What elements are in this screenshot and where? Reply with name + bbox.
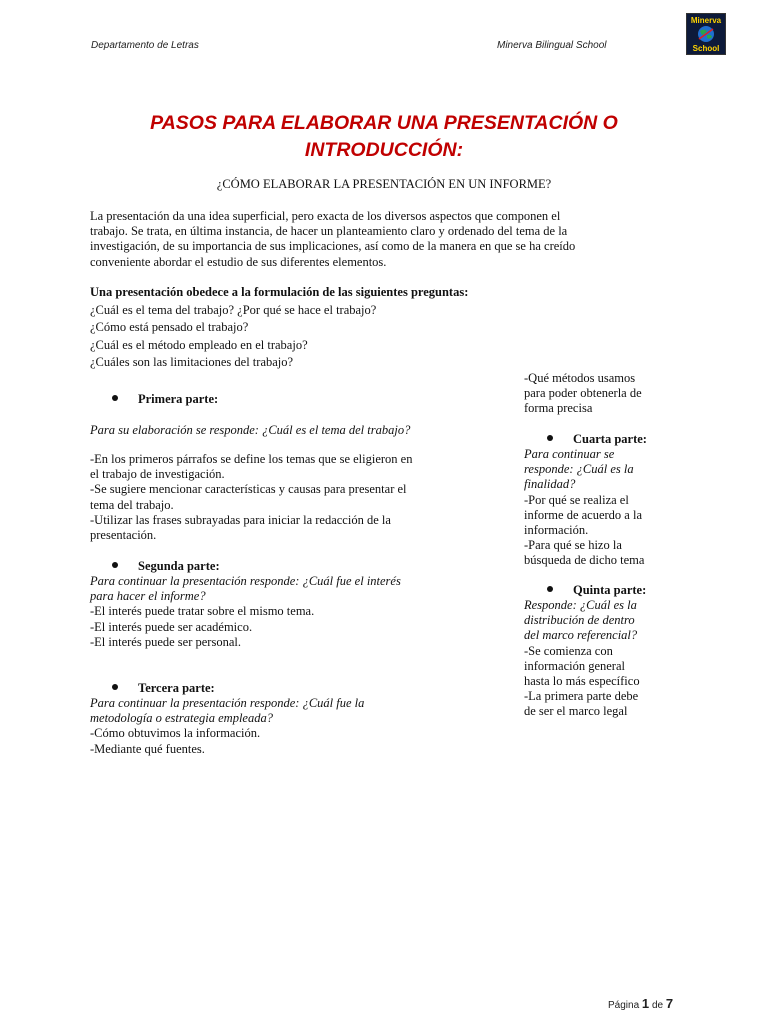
body-line: -El interés puede tratar sobre el mismo tema. — [90, 604, 315, 619]
body-line: -Se sugiere mencionar características y causas para presentar el — [90, 482, 407, 497]
total-pages: 7 — [665, 996, 674, 1011]
body-line: -Cómo obtuvimos la información. — [90, 726, 261, 741]
primera-parte-label: Primera parte: — [138, 392, 219, 406]
tercera-parte-heading — [112, 681, 215, 696]
body-line: para poder obtenerla de — [524, 386, 642, 401]
question-item: ¿Cuál es el tema del trabajo? ¿Por qué se hace el trabajo? — [90, 302, 377, 317]
bullet-icon — [547, 586, 553, 592]
segunda-parte-body — [90, 574, 401, 650]
intro-paragraph — [90, 209, 575, 270]
quinta-parte-heading — [547, 583, 646, 598]
cuarta-parte-label: Cuarta parte: — [573, 432, 647, 446]
body-line: -Por qué se realiza el — [524, 492, 629, 507]
questions-heading: Una presentación obedece a la formulación de las siguientes preguntas: — [90, 285, 469, 299]
body-line: presentación. — [90, 528, 157, 543]
logo-text-top: Minerva — [690, 16, 722, 25]
body-line: -El interés puede ser académico. — [90, 619, 253, 634]
primera-parte-prompt: Para su elaboración se responde: ¿Cuál es el tema del trabajo? — [90, 423, 411, 437]
primera-parte-heading — [112, 392, 218, 407]
prompt-line: finalidad? — [524, 477, 576, 492]
body-line: -Para qué se hizo la — [524, 538, 622, 553]
bullet-icon — [547, 435, 553, 441]
header-school: Minerva Bilingual School — [497, 40, 607, 51]
page-label: Página — [608, 1000, 640, 1011]
quinta-parte-body — [524, 598, 640, 720]
prompt-line: distribución de dentro — [524, 613, 635, 628]
question-item: ¿Cuál es el método empleado en el trabajo? — [90, 337, 308, 352]
prompt-line: Para continuar la presentación responde: ¿Cuál fue el interés — [90, 574, 401, 588]
prompt-line: Responde: ¿Cuál es la — [524, 598, 637, 612]
question-item: ¿Cuáles son las limitaciones del trabajo? — [90, 355, 294, 369]
body-line: -En los primeros párrafos se define los temas que se eligieron en — [90, 452, 413, 466]
tercera-parte-label: Tercera parte: — [138, 681, 215, 695]
cuarta-parte-heading — [547, 432, 647, 447]
prompt-line: del marco referencial? — [524, 628, 638, 643]
page-number — [608, 996, 673, 1011]
prompt-line: Para continuar la presentación responde: ¿Cuál fue la — [90, 696, 365, 710]
logo-text-bottom: School — [692, 44, 720, 53]
body-line: de ser el marco legal — [524, 704, 628, 719]
bullet-icon — [112, 562, 118, 568]
body-line: -Qué métodos usamos — [524, 371, 636, 385]
intro-line: investigación, de su importancia de sus implicaciones, así como de la manera en que se ha creído — [90, 239, 576, 254]
body-line: el trabajo de investigación. — [90, 467, 225, 482]
section-heading: ¿CÓMO ELABORAR LA PRESENTACIÓN EN UN INFORME? — [216, 177, 552, 191]
body-line: -Utilizar las frases subrayadas para iniciar la redacción de la — [90, 512, 391, 527]
body-line: búsqueda de dicho tema — [524, 553, 645, 568]
cuarta-parte-body — [524, 447, 644, 569]
current-page: 1 — [641, 996, 650, 1011]
title-line-1: PASOS PARA ELABORAR UNA PRESENTACIÓN O — [150, 112, 618, 134]
segunda-parte-label: Segunda parte: — [138, 559, 220, 573]
segunda-parte-heading — [112, 559, 220, 574]
title-line-2: INTRODUCCIÓN: — [304, 139, 464, 161]
intro-line: La presentación da una idea superficial, pero exacta de los diversos aspectos que componen el — [90, 209, 561, 223]
body-line: informe de acuerdo a la — [524, 507, 642, 522]
body-line: hasta lo más específico — [524, 674, 640, 689]
body-line: forma precisa — [524, 401, 593, 416]
questions-block — [90, 284, 468, 372]
intro-line: conveniente abordar el estudio de sus diferentes elementos. — [90, 254, 387, 269]
body-line: -El interés puede ser personal. — [90, 634, 241, 649]
bullet-icon — [112, 395, 118, 401]
page-title — [0, 110, 768, 164]
body-line: información general — [524, 658, 625, 673]
prompt-line: metodología o estrategia empleada? — [90, 711, 273, 726]
body-line: -Mediante qué fuentes. — [90, 741, 205, 756]
body-line: -Se comienza con — [524, 643, 613, 658]
page-of: de — [651, 1000, 664, 1011]
prompt-line: para hacer el informe? — [90, 589, 206, 604]
school-logo — [686, 13, 726, 55]
body-line: -La primera parte debe — [524, 689, 639, 704]
tercera-parte-body — [90, 696, 364, 757]
intro-line: trabajo. Se trata, en última instancia, de hacer un planteamiento claro y ordenado del tema de la — [90, 224, 568, 239]
prompt-line: Para continuar se — [524, 447, 615, 461]
quinta-parte-label: Quinta parte: — [573, 583, 647, 597]
body-line: información. — [524, 523, 589, 538]
primera-parte-body — [90, 452, 412, 543]
question-item: ¿Cómo está pensado el trabajo? — [90, 320, 249, 334]
bullet-icon — [112, 684, 118, 690]
globe-icon — [696, 25, 716, 43]
tercera-parte-continuation — [524, 371, 642, 417]
prompt-line: responde: ¿Cuál es la — [524, 462, 634, 477]
body-line: tema del trabajo. — [90, 497, 174, 512]
header-department: Departamento de Letras — [91, 40, 199, 51]
